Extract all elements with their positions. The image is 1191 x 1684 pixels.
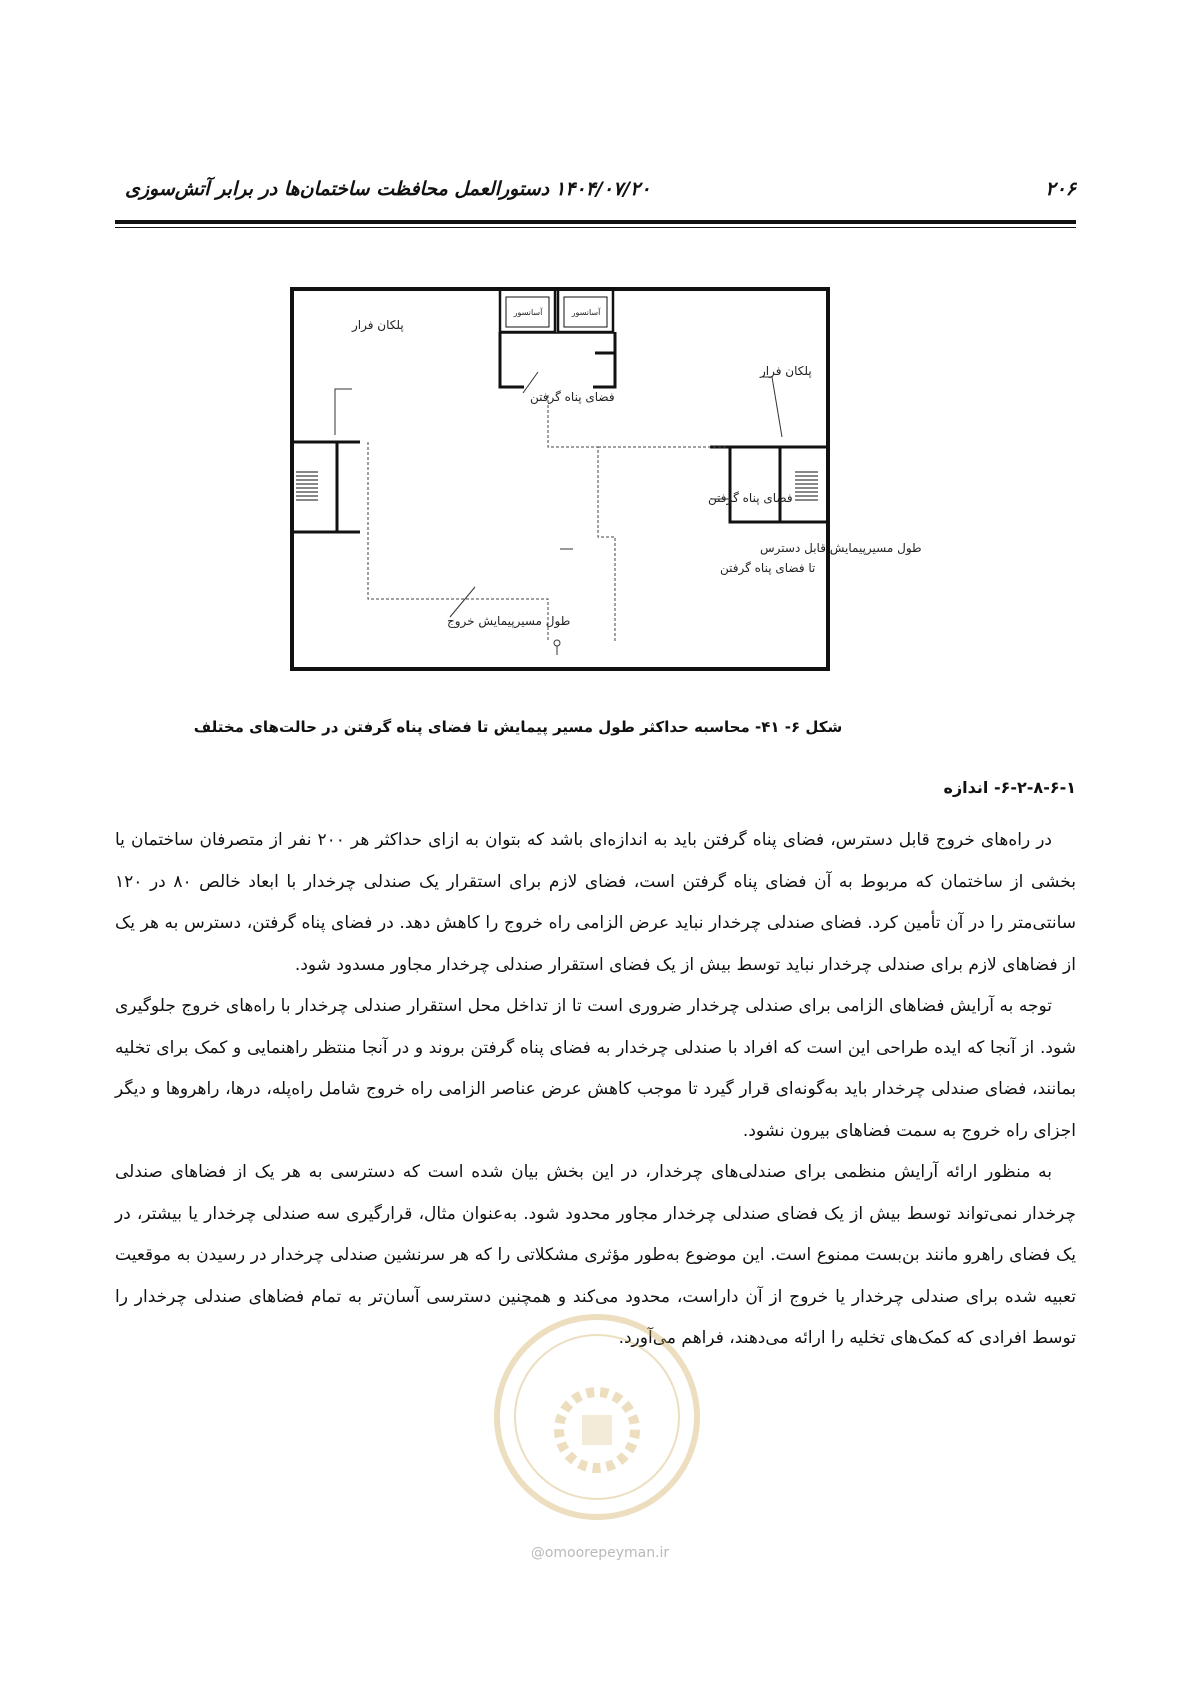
left-stair (292, 442, 337, 532)
header-title: دستورالعمل محافظت ساختمان‌ها در برابر آتش‌سوزی (125, 178, 550, 200)
top-refuge-wall-left (500, 332, 524, 387)
travel-refuge-label-1: طول مسیرپیمایش قابل دسترس (760, 541, 922, 555)
floor-plan-figure (290, 287, 922, 702)
watermark-url: @omoorepeyman.ir (530, 1545, 670, 1561)
stair-left-label: پلکان فرار (352, 318, 404, 332)
header-date: ۱۴۰۴/۰۷/۲۰ (555, 178, 651, 200)
travel-path-exit (368, 442, 548, 642)
paragraph-2: توجه به آرایش فضاهای الزامی برای صندلی چرخدار ضروری است تا از تداخل محل استقرار صندلی چرخدار با راه‌های خروج جلوگیری شود. از آنجا که ایده طراحی این است که افراد با صندلی چرخدار به فضای پناه گرفتن بروند و در آنجا منتظر راهنمایی و کمک برای تخلیه بمانند، فضای صندلی چرخدار باید به‌گونه‌ای قرار گیرد تا موجب کاهش عرض عناصر الزامی راه خروج شامل راه‌پله، درها، راهروها و دیگر اجزای راه خروج به سمت فضاهای بیرون نشود. (115, 996, 1076, 1141)
body-text (115, 820, 1076, 1360)
figure-caption: شکل ۶- ۴۱- محاسبه حداکثر طول مسیر پیمایش تا فضای پناه گرفتن در حالت‌های مختلف (193, 718, 843, 736)
right-stair-treads (795, 472, 818, 500)
outer-wall (292, 289, 828, 669)
refuge-top-label: فضای پناه گرفتن (530, 390, 615, 404)
travel-refuge-label-2: تا فضای پناه گرفتن (720, 561, 816, 575)
page-number: ۲۰۶ (1045, 178, 1076, 200)
elevator-2-label: آسانسور (571, 308, 601, 317)
section-heading: ۶-۲-۸-۶-۱- اندازه (943, 778, 1076, 797)
travel-exit-label: طول مسیرپیمایش خروج (447, 614, 571, 628)
watermark-seal-icon (490, 1310, 705, 1525)
person-marker (554, 640, 560, 646)
paragraph-3: به منظور ارائه آرایش منظمی برای صندلی‌های چرخدار، در این بخش بیان شده است که دسترسی به هر یک از فضاهای صندلی چرخدار نمی‌تواند توسط بیش از یک فضای صندلی چرخدار مجاور محدود شود. به‌عنوان مثال، قرارگیری سه صندلی چرخدار یا بیشتر، در یک فضای راهرو مانند بن‌بست ممنوع است. این موضوع به‌طور مؤثری مشکلاتی را که هر سرنشین صندلی چرخدار در رسیدن به موقعیت تعبیه شده برای صندلی چرخدار یا خروج از آن داراست، محدود می‌کند و همچنین دسترسی آسان‌تر به تمام فضاهای صندلی چرخدار را توسط افرادی که کمک‌های تخلیه را ارائه می‌دهند، فراهم می‌آورد. (115, 1162, 1076, 1348)
refuge-right-label: فضای پناه گرفتن (708, 491, 793, 505)
stair-right-label: پلکان فرار (760, 364, 812, 378)
page-header (115, 178, 1076, 208)
travel-path-refuge (548, 395, 615, 642)
paragraph-1: در راه‌های خروج قابل دسترس، فضای پناه گرفتن باید به اندازه‌ای باشد که بتوان به ازای حداکثر هر ۲۰۰ نفر از متصرفان ساختمان یا بخشی از ساختمان که مربوط به آن فضای پناه گرفتن است، فضای لازم برای استقرار یک صندلی چرخدار با ابعاد خالص ۸۰ در ۱۲۰ سانتی‌متر را در آن تأمین کرد. فضای صندلی چرخدار نباید عرض الزامی راه خروج را کاهش دهد. در فضای پناه گرفتن، دسترس به هر یک از فضاهای لازم برای صندلی چرخدار نباید توسط بیش از یک فضای استقرار صندلی چرخدار مجاور مسدود شود. (115, 830, 1076, 975)
top-refuge-wall-right (593, 332, 615, 387)
elevator-1-label: آسانسور (513, 308, 543, 317)
left-stair-treads (296, 472, 318, 500)
floor-plan-svg (290, 287, 922, 702)
header-rule-thin (115, 227, 1076, 228)
header-rule-thick (115, 220, 1076, 224)
